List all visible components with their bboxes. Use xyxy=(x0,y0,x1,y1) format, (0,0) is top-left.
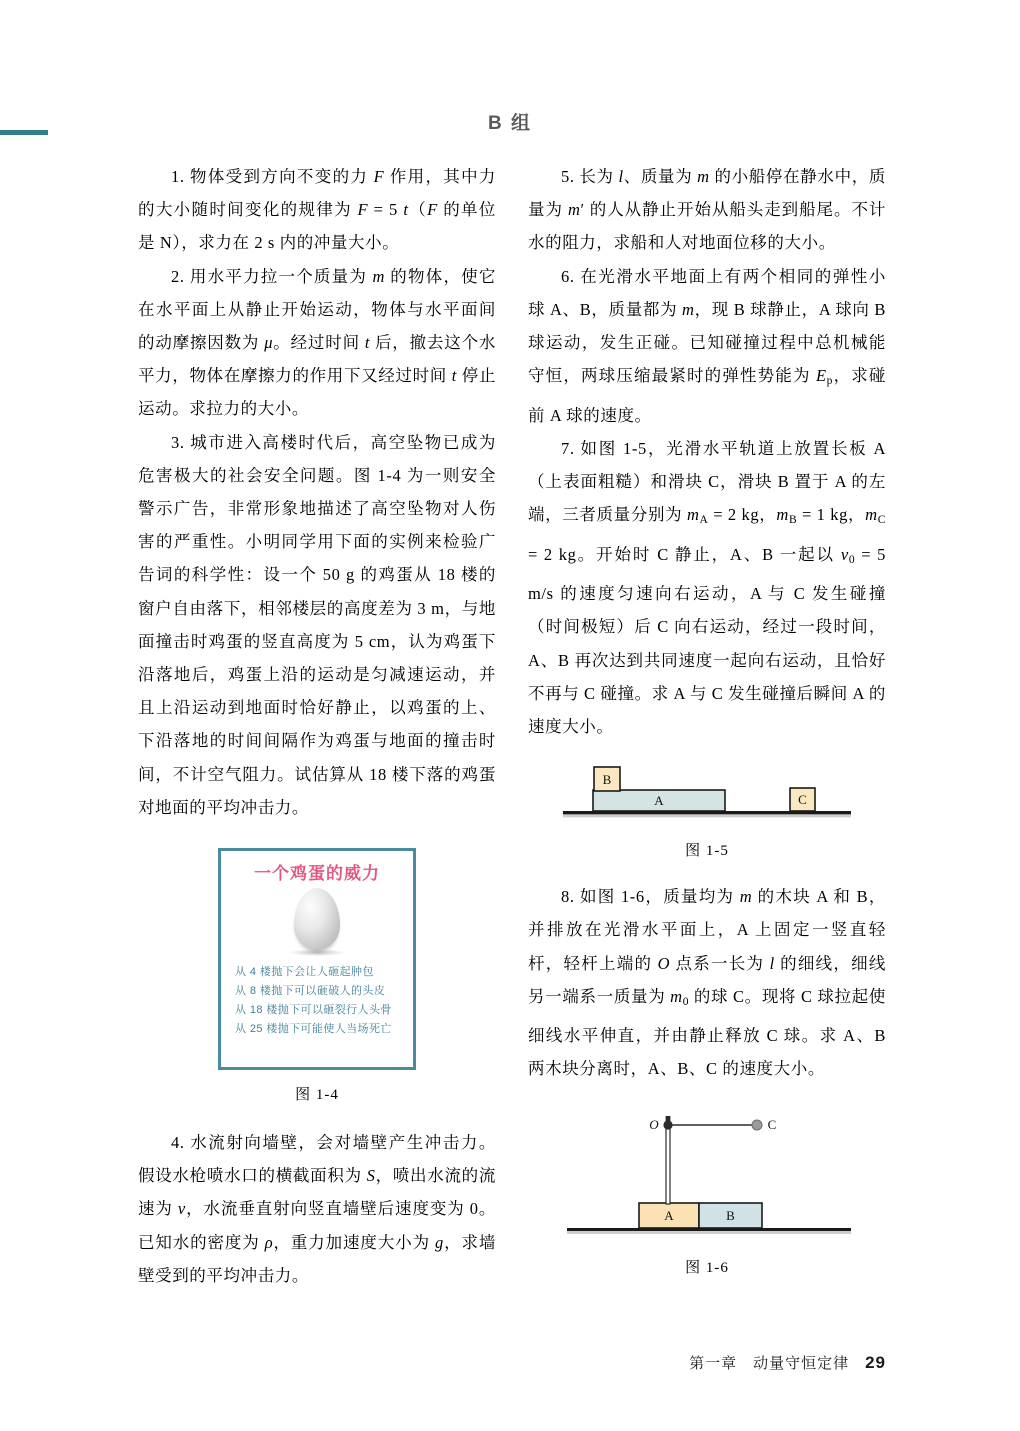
poster-line: 从 18 楼抛下可以砸裂行人头骨 xyxy=(235,1004,392,1017)
problem-2: 2. 用水平力拉一个质量为 m 的物体，使它在水平面上从静止开始运动，物体与水平面间的动摩擦因数为 μ。经过时间 t 后，撤去这个水平力，物体在摩擦力的作用下又经过时间 t 停止运动。求拉力的大小。 xyxy=(138,266,496,419)
problem-3: 3. 城市进入高楼时代后，高空坠物已成为危害极大的社会安全问题。图 1-4 为一则安全警示广告，非常形象地描述了高空坠物对人伤害的严重性。小明同学用下面的实例来检验广告词的科学性：设一个 50 g 的鸡蛋从 18 楼的窗户自由落下，相邻楼层的高度差为 3 m，与地面撞击时鸡蛋的竖直高度为 5 cm，认为鸡蛋下沿落地后，鸡蛋上沿的运动是匀减速运动，并且上沿运动到地面时恰好静止，以鸡蛋的上、下沿落地的时间间隔作为鸡蛋与地面的撞击时间，不计空气阻力。试估算从 18 楼下落的鸡蛋对地面的平均冲击力。 xyxy=(138,432,496,817)
left-column xyxy=(138,160,496,1292)
poster-line-list xyxy=(221,959,413,1039)
egg-poster xyxy=(218,848,416,1070)
block-b-label: B xyxy=(602,772,612,788)
vertical-rod xyxy=(666,1122,670,1204)
block-a-label: A xyxy=(664,1207,674,1223)
egg-illustration xyxy=(294,888,340,950)
ball-c xyxy=(752,1120,762,1130)
footer-page-number: 29 xyxy=(865,1353,886,1372)
ground-shadow xyxy=(563,815,851,818)
problem-1: 1. 物体受到方向不变的力 F 作用，其中力的大小随时间变化的规律为 F = 5 t（F 的单位是 N），求力在 2 s 内的冲量大小。 xyxy=(138,167,497,253)
page-footer xyxy=(689,1352,886,1373)
problem-7: 7. 如图 1-5，光滑水平轨道上放置长板 A（上表面粗糙）和滑块 C，滑块 B 置于 A 的左端，三者质量分别为 mA = 2 kg，mB = 1 kg，mC = 2 kg。开始时 C 静止，A、B 一起以 v0 = 5 m/s 的速度匀速向右运动，A 与 C 发生碰撞（时间极短）后 C 向右运动，经过一段时间，A、B 再次达到共同速度一起向右运动，且恰好不再与 C 碰撞。求 A 与 C 发生碰撞后瞬间 A 的速度大小。 xyxy=(528,438,887,736)
figure-1-5-drawing xyxy=(557,759,857,831)
egg-shadow xyxy=(289,949,345,956)
poster-line: 从 25 楼抛下可能使人当场死亡 xyxy=(235,1023,392,1036)
figure-1-5 xyxy=(528,759,886,860)
problem-4: 4. 水流射向墙壁，会对墙壁产生冲击力。假设水枪喷水口的横截面积为 S，喷出水流的流速为 v，水流垂直射向竖直墙壁后速度变为 0。已知水的密度为 ρ，重力加速度大小为 g，求墙壁受到的平均冲击力。 xyxy=(138,1133,497,1285)
plank-a-label: A xyxy=(654,793,664,809)
poster-line: 从 8 楼抛下可以砸破人的头皮 xyxy=(235,985,386,998)
figure-1-4-caption: 图 1-4 xyxy=(295,1087,339,1104)
pivot-label: O xyxy=(649,1116,659,1132)
two-column-body xyxy=(138,160,886,1292)
ground-shadow xyxy=(567,1231,851,1234)
right-column xyxy=(528,160,886,1292)
problem-5: 5. 长为 l、质量为 m 的小船停在静水中，质量为 m′ 的人从静止开始从船头走到船尾。不计水的阻力，求船和人对地面位移的大小。 xyxy=(528,167,886,253)
block-c-label: C xyxy=(798,792,807,808)
ball-c-label: C xyxy=(767,1116,777,1132)
poster-line: 从 4 楼抛下会让人砸起肿包 xyxy=(235,966,374,979)
figure-1-5-caption: 图 1-5 xyxy=(685,843,729,860)
footer-chapter: 第一章 动量守恒定律 xyxy=(689,1355,850,1372)
figure-1-6-drawing xyxy=(557,1102,857,1250)
page-title: B 组 xyxy=(487,113,532,134)
problem-6: 6. 在光滑水平地面上有两个相同的弹性小球 A、B，质量都为 m，现 B 球静止，A 球向 B 球运动，发生正碰。已知碰撞过程中总机械能守恒，两球压缩最紧时的弹性势能为 Ep，求碰前 A 球的速度。 xyxy=(528,266,886,425)
block-b-label: B xyxy=(726,1207,735,1223)
figure-1-6-caption: 图 1-6 xyxy=(685,1259,729,1276)
egg-poster-figure xyxy=(138,848,496,1104)
poster-title: 一个鸡蛋的威力 xyxy=(254,864,380,884)
problem-8: 8. 如图 1-6，质量均为 m 的木块 A 和 B，并排放在光滑水平面上，A 上固定一竖直轻杆，轻杆上端的 O 点系一长为 l 的细线，细线另一端系一质量为 m0 的球 C。现将 C 球拉起使细线水平伸直，并由静止释放 C 球。求 A、B 两木块分离时，A、B、C 的速度大小。 xyxy=(528,887,887,1079)
figure-1-6 xyxy=(528,1102,886,1277)
